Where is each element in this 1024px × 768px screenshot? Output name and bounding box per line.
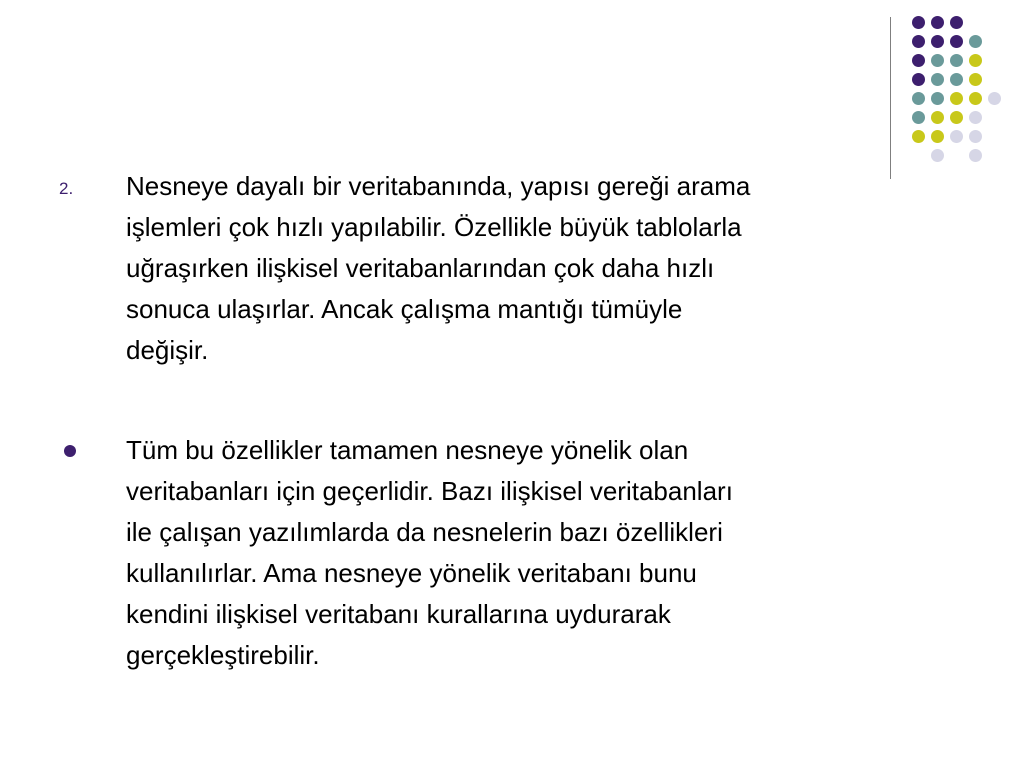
list-item-line: kendini ilişkisel veritabanı kurallarına uydurarak xyxy=(126,599,671,629)
list-item-line: sonuca ulaşırlar. Ancak çalışma mantığı tümüyle xyxy=(126,294,683,324)
bullet-marker xyxy=(64,445,76,457)
list-item-line: Nesneye dayalı bir veritabanında, yapısı gereği arama xyxy=(126,171,751,201)
list-item-line: ile çalışan yazılımlarda da nesnelerin bazı özellikleri xyxy=(126,517,723,547)
list-item-line: uğraşırken ilişkisel veritabanlarından çok daha hızlı xyxy=(126,253,715,283)
list-item-line: veritabanları için geçerlidir. Bazı ilişkisel veritabanları xyxy=(126,476,733,506)
list-number-marker: 2. xyxy=(59,179,74,198)
list-item-line: gerçekleştirebilir. xyxy=(126,640,320,670)
list-item-line: işlemleri çok hızlı yapılabilir. Özellikle büyük tablolarla xyxy=(126,212,742,242)
list-item xyxy=(126,430,956,676)
list-item-line: değişir. xyxy=(126,335,209,365)
list-item-line: Tüm bu özellikler tamamen nesneye yönelik olan xyxy=(126,435,689,465)
list-item-line: kullanılırlar. Ama nesneye yönelik veritabanı bunu xyxy=(126,558,697,588)
list-item xyxy=(126,166,956,371)
